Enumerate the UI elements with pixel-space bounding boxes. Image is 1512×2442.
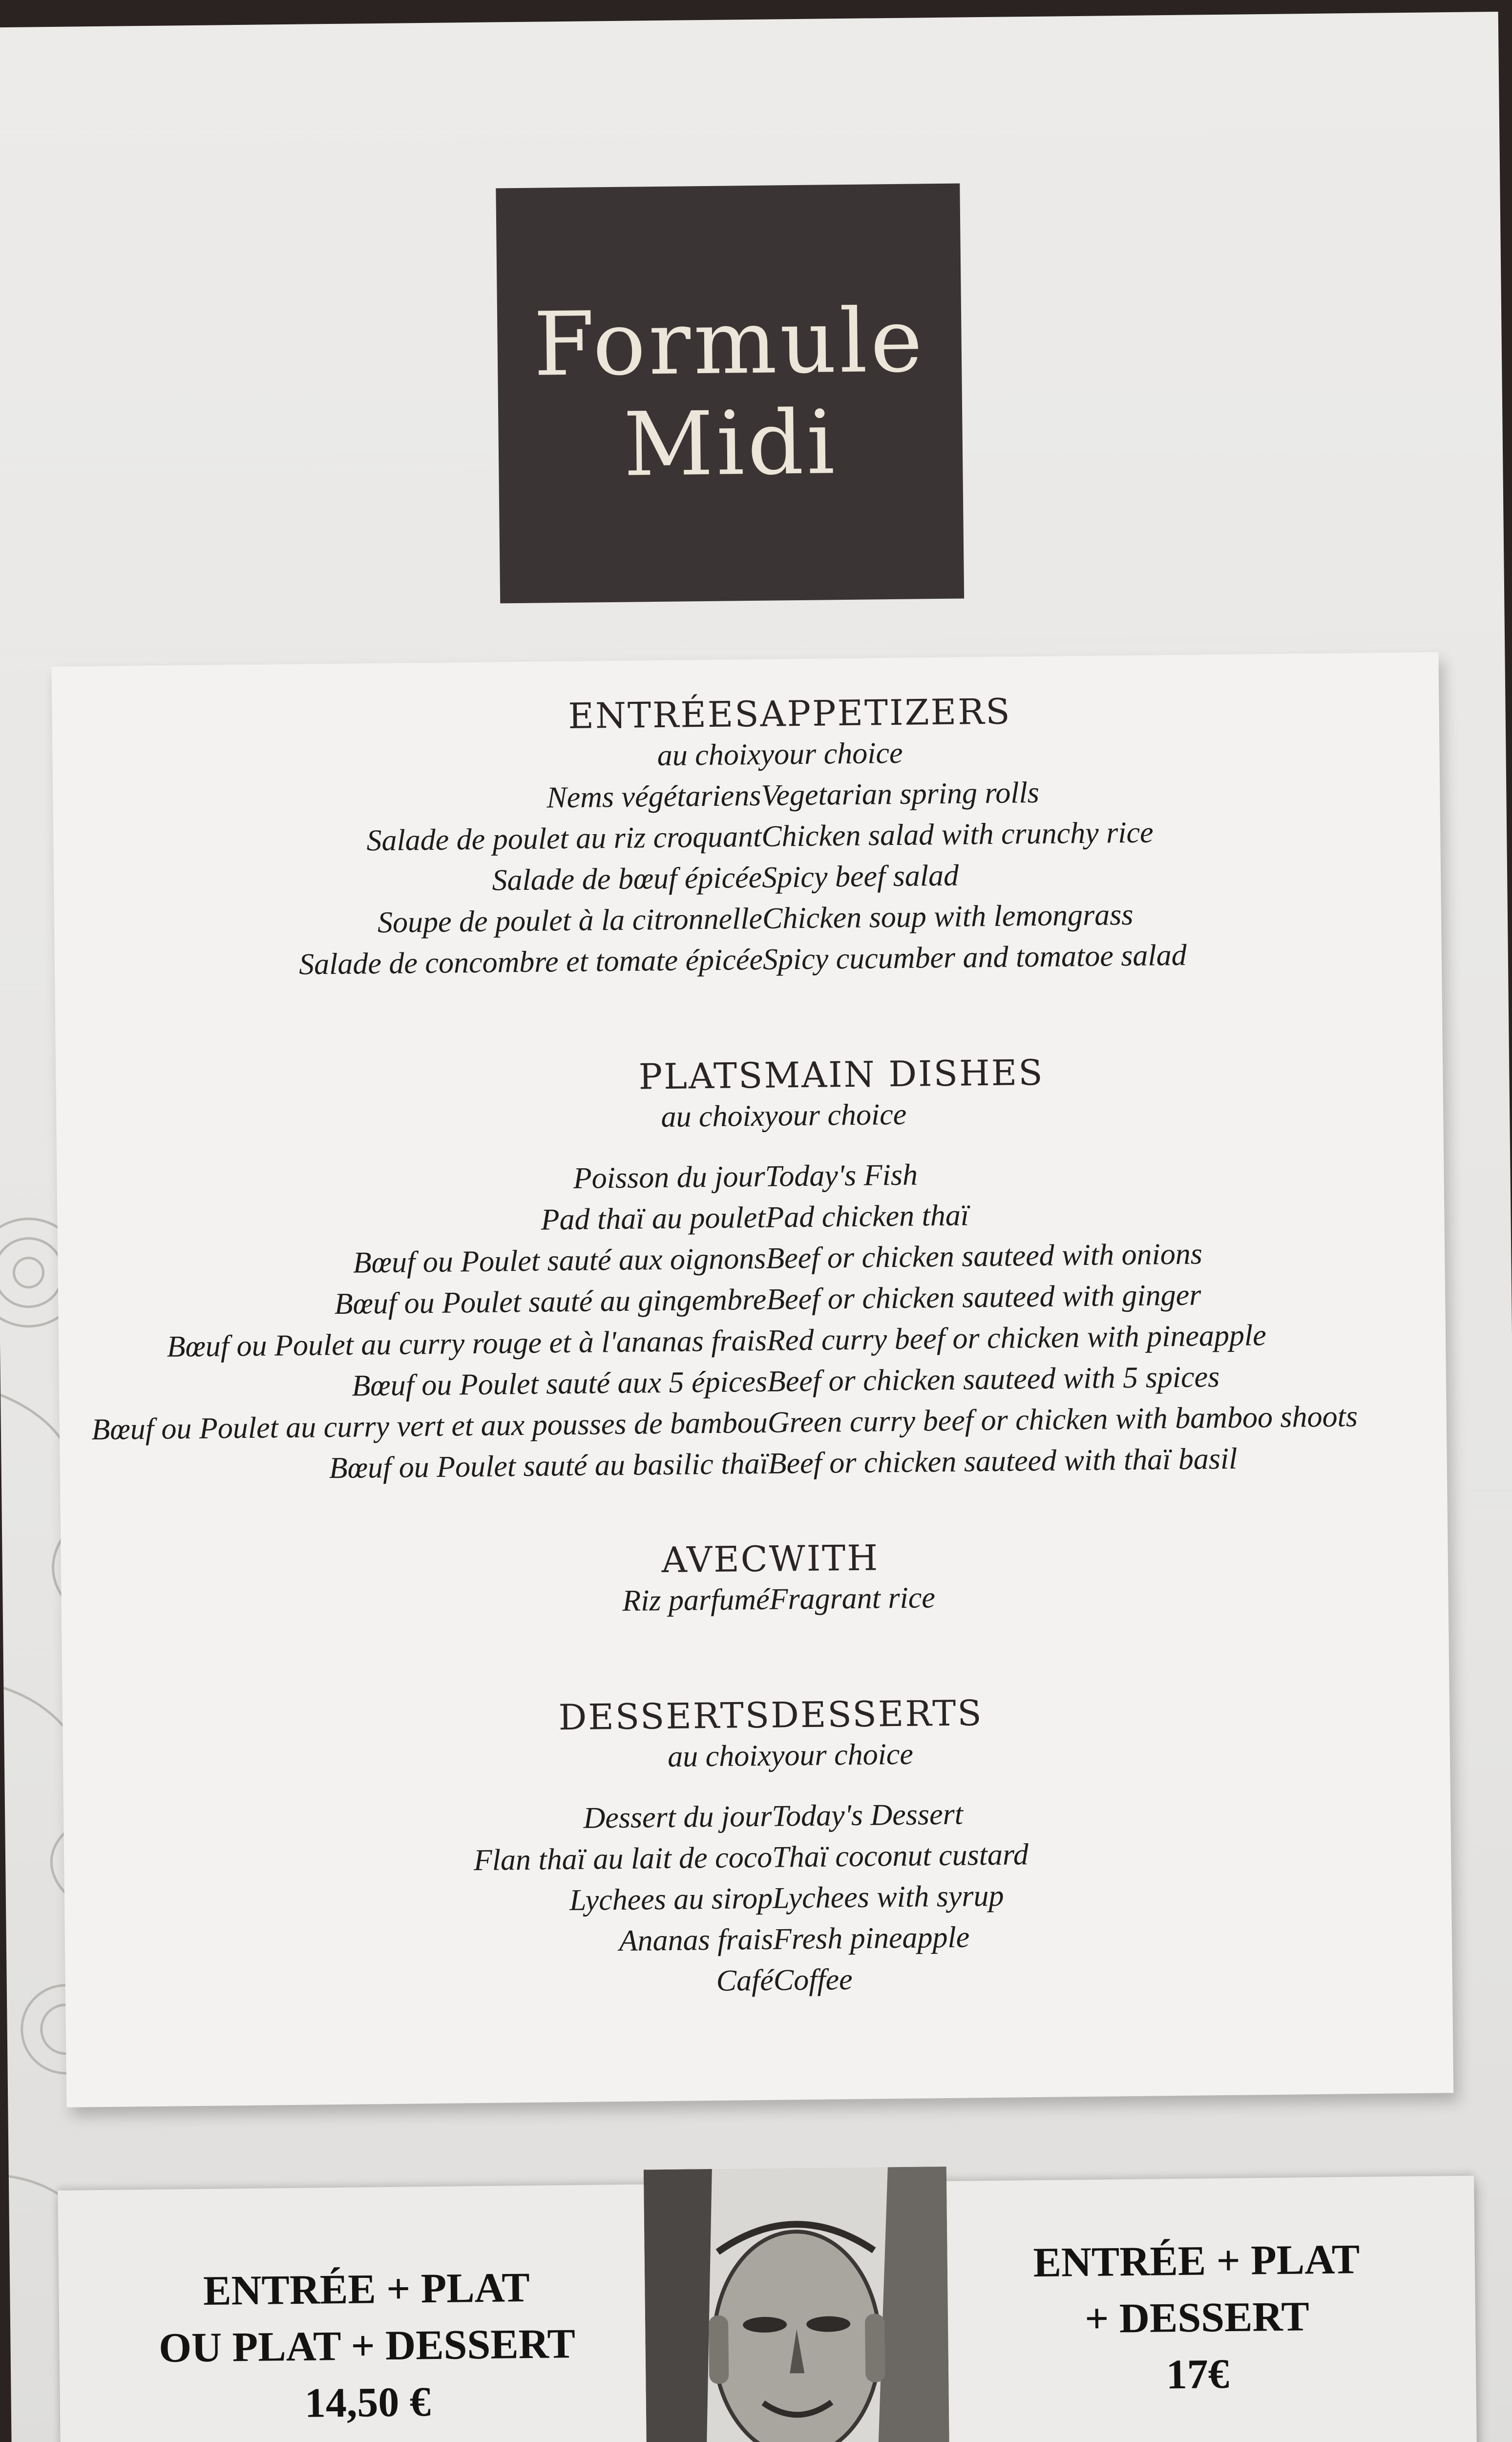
item-en: Beef or chicken sauteed with thaï basil	[768, 1442, 1238, 1480]
item-en: Red curry beef or chicken with pineapple	[766, 1319, 1267, 1357]
choice-fr: au choix	[667, 1739, 772, 1773]
item-en: Today's Dessert	[771, 1797, 964, 1833]
appetizers-title-fr: ENTRÉES	[567, 693, 761, 737]
item-en: Beef or chicken sauteed with 5 spices	[767, 1360, 1220, 1398]
item-fr: Salade de concombre et tomate épicée	[298, 943, 763, 981]
item-en: Today's Fish	[765, 1158, 918, 1193]
price-right-line1: ENTRÉE + PLAT	[1033, 2235, 1360, 2286]
item-en: Coffee	[773, 1963, 853, 1997]
item-en: Spicy cucumber and tomatoe salad	[762, 938, 1187, 976]
title-box	[496, 184, 964, 604]
item-en: Fragrant rice	[769, 1581, 936, 1616]
menu-card	[52, 652, 1454, 2107]
item-fr: Bœuf ou Poulet au curry rouge et à l'ananas frais	[167, 1324, 767, 1364]
choice-en: your choice	[771, 1737, 914, 1772]
item-en: Beef or chicken sauteed with onions	[765, 1237, 1203, 1275]
item-fr: Café	[716, 1963, 774, 1998]
price-right-amount: 17€	[1166, 2350, 1230, 2398]
desserts-section	[62, 1673, 1452, 2012]
item-en: Spicy beef salad	[761, 859, 959, 894]
choice-en: your choice	[764, 1097, 907, 1133]
price-left-amount: 14,50 €	[304, 2378, 431, 2426]
price-right	[976, 2230, 1418, 2405]
desserts-title-en: DESSERTS	[770, 1692, 984, 1736]
item-fr: Bœuf ou Poulet au curry vert et aux pousses de bambou	[91, 1406, 768, 1447]
desserts-title-fr: DESSERTS	[558, 1694, 771, 1738]
item-fr: Flan thaï au lait de coco	[473, 1840, 773, 1877]
menu-page	[0, 12, 1512, 2442]
appetizers-title-en: APPETIZERS	[760, 691, 1012, 735]
item-fr: Lychees au sirop	[569, 1881, 773, 1917]
item-en: Chicken soup with lemongrass	[762, 898, 1134, 935]
item-en: Chicken salad with crunchy rice	[761, 816, 1154, 853]
item-fr: Soupe de poulet à la citronnelle	[377, 902, 763, 940]
item-en: Lychees with syrup	[772, 1879, 1004, 1915]
item-fr: Dessert du jour	[583, 1799, 772, 1835]
item-en: Pad chicken thaï	[765, 1199, 969, 1234]
mains-title-en: MAIN DISHES	[763, 1052, 1044, 1096]
appetizers-section	[52, 672, 1442, 991]
title-line-1: Formule	[533, 290, 926, 396]
price-band	[58, 2176, 1477, 2442]
item-fr: Salade de bœuf épicée	[492, 861, 762, 897]
item-fr: Nems végétariens	[546, 779, 761, 815]
with-title-en: WITH	[769, 1537, 880, 1579]
mains-title-fr: PLATS	[638, 1054, 764, 1097]
price-right-line2: + DESSERT	[1084, 2293, 1310, 2342]
item-en: Green curry beef or chicken with bamboo shoots	[767, 1400, 1358, 1439]
item-fr: Poisson du jour	[573, 1159, 765, 1195]
item-fr: Bœuf ou Poulet sauté au basilic thaï	[329, 1447, 769, 1485]
item-fr: Ananas frais	[619, 1922, 774, 1958]
item-fr: Bœuf ou Poulet sauté au gingembre	[334, 1283, 767, 1321]
item-en: Fresh pineapple	[773, 1920, 970, 1956]
item-fr: Salade de poulet au riz croquant	[366, 820, 762, 858]
with-title-fr: AVEC	[661, 1538, 770, 1581]
with-section	[61, 1516, 1449, 1631]
item-en: Beef or chicken sauteed with ginger	[766, 1278, 1201, 1316]
item-fr: Riz parfumé	[622, 1582, 770, 1618]
item-fr: Pad thaï au poulet	[541, 1200, 766, 1237]
statue-face-image	[644, 2167, 950, 2442]
price-left-line1: ENTRÉE + PLAT	[203, 2263, 530, 2314]
mains-section	[56, 1033, 1447, 1495]
choice-fr: au choix	[661, 1099, 765, 1134]
title-line-2: Midi	[623, 392, 839, 496]
price-left	[147, 2258, 588, 2433]
item-en: Thaï coconut custard	[772, 1838, 1029, 1874]
choice-en: your choice	[760, 736, 903, 771]
item-en: Vegetarian spring rolls	[761, 776, 1040, 812]
item-fr: Bœuf ou Poulet sauté aux 5 épices	[352, 1365, 768, 1403]
item-fr: Bœuf ou Poulet sauté aux oignons	[353, 1242, 766, 1280]
price-left-line2: OU PLAT + DESSERT	[158, 2320, 576, 2372]
choice-fr: au choix	[657, 737, 761, 773]
